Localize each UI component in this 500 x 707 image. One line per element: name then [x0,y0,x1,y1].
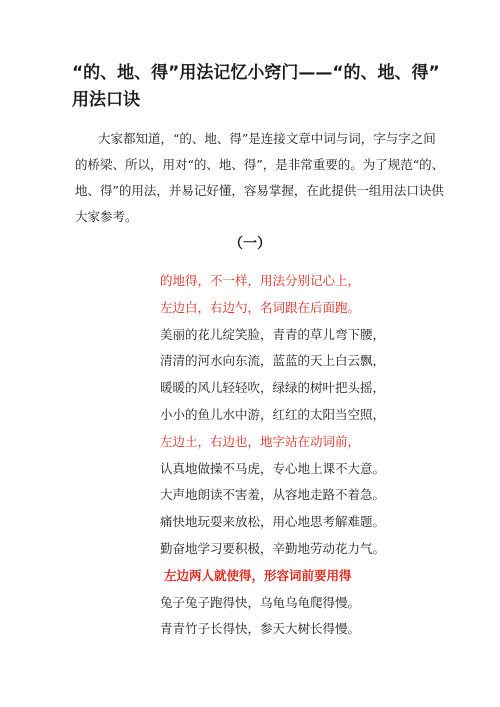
document-title [72,60,440,114]
verse-line: 青青竹子长得快，参天大树长得慢。 [160,621,361,637]
verse-line: 认真地做操不马虎，专心地上课不大意。 [160,460,386,476]
verse-line-highlight: 的地得，不一样，用法分别记心上， [160,273,361,288]
verse-line: 痛快地玩耍来放松，用心地思考解难题。 [160,514,386,530]
verse-line: 勤奋地学习要积极，辛勤地劳动花力气。 [160,540,386,556]
verse-line-highlight: 左边两人就使得，形容词前要用得 [164,567,352,583]
intro-line: 地、得”的用法，并易记好懂，容易掌握，在此提供一组用法口诀供 [75,183,444,198]
section-heading: （一） [229,236,271,252]
verse-line: 清清的河水向东流，蓝蓝的天上白云飘， [160,353,386,369]
intro-paragraph [75,126,445,230]
verse-line-highlight: 左边白，右边勺，名词跟在后面跑。 [160,299,361,315]
title-line-1: “的、地、得”用法记忆小窍门——“的、地、得” [72,63,440,83]
verse-list [160,268,420,643]
intro-line: 大家参考。 [75,209,138,224]
verse-line: 兔子兔子跑得快，乌龟乌龟爬得慢。 [160,594,361,610]
verse-line: 美丽的花儿绽笑脸，青青的草儿弯下腰， [160,326,386,342]
verse-line: 小小的鱼儿水中游，红红的太阳当空照， [160,406,386,422]
verse-line: 暖暖的风儿轻轻吹，绿绿的树叶把头摇， [160,380,386,396]
intro-line: 的桥梁、所以，用对“的、地、得”，是非常重要的。为了规范“的、 [75,157,445,172]
verse-line-highlight: 左边土，右边也，地字站在动词前， [160,433,361,449]
title-line-2: 用法口诀 [72,90,140,110]
verse-line: 大声地朗读不害羞，从容地走路不着急。 [160,487,386,503]
intro-line: 大家都知道，“的、地、得”是连接文章中词与词，字与字之间 [98,131,436,146]
